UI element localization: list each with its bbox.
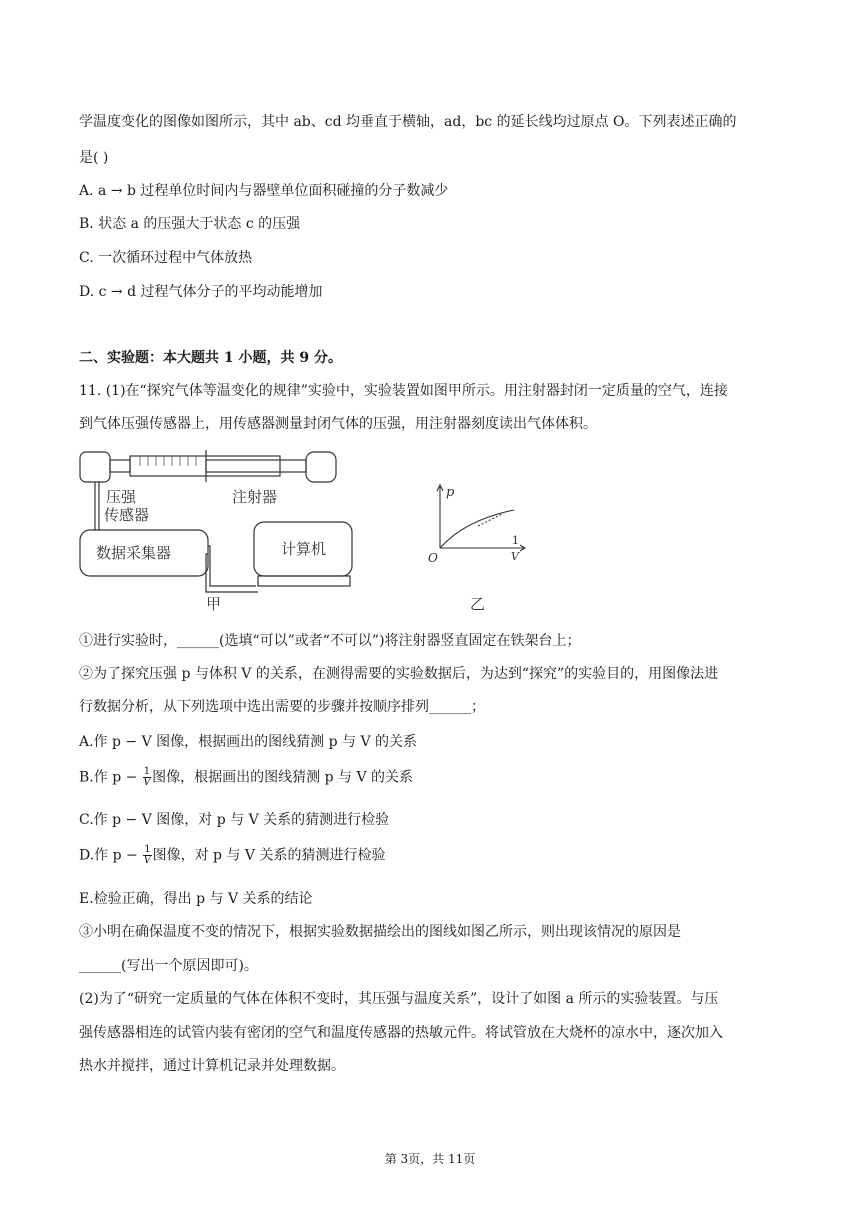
step-a: A.作 p − V 图像，根据画出的图线猜测 p 与 V 的关系: [79, 734, 418, 750]
figure-jia-caption: 甲: [206, 595, 222, 613]
step-d-prefix: D.作 p −: [79, 847, 138, 864]
fraction-1-over-v: $\frac{1}{V}$: [143, 766, 151, 788]
syringe-label: 注射器: [232, 488, 278, 506]
option-c: C. 一次循环过程中气体放热: [79, 250, 253, 266]
intro-line-1: 学温度变化的图像如图所示，其中 ab、cd 均垂直于横轴，ad，bc 的延长线均过原点 O。下列表述正确的: [79, 114, 737, 130]
x-axis-denominator: V: [511, 550, 519, 563]
step-b: [79, 767, 413, 788]
sub2-line-2: 行数据分析，从下列选项中选出需要的步骤并按顺序排列______；: [79, 699, 485, 715]
collector-label: 数据采集器: [96, 544, 172, 562]
page-footer: 第 3页，共 11页: [384, 1152, 476, 1166]
step-b-prefix: B.作 p −: [79, 769, 138, 786]
q11-line-2: 到气体压强传感器上，用传感器测量封闭气体的压强，用注射器刻度读出气体体积。: [79, 416, 597, 432]
circle-mark-1: ①: [79, 633, 93, 649]
sensor-label-line-2: 传感器: [104, 506, 150, 524]
circle-mark-3: ③: [79, 924, 93, 940]
step-e: E.检验正确，得出 p 与 V 关系的结论: [79, 891, 313, 907]
part2-line-1: (2)为了“研究一定质量的气体在体积不变时，其压强与温度关系”，设计了如图 a 所示的实验装置。与压: [79, 991, 719, 1007]
option-d: D. c → d 过程气体分子的平均动能增加: [79, 284, 323, 300]
origin-label: O: [428, 551, 438, 565]
apparatus-figure: [76, 446, 376, 614]
sub-question-1: [79, 631, 581, 651]
sensor-label-line-1: 压强: [106, 488, 137, 506]
sub3-line-1: 小明在确保温度不变的情况下，根据实验数据描绘出的图线如图乙所示，则出现该情况的原因是: [93, 924, 681, 940]
step-d-suffix: 图像，对 p 与 V 关系的猜测进行检验: [152, 847, 386, 864]
step-d: [79, 845, 385, 866]
step-c: C.作 p − V 图像，对 p 与 V 关系的猜测进行检验: [79, 812, 390, 828]
figure-yi-caption: 乙: [470, 595, 486, 613]
option-a: A. a → b 过程单位时间内与器壁单位面积碰撞的分子数减少: [79, 183, 449, 199]
sub2-line-1: 为了探究压强 p 与体积 V 的关系，在测得需要的实验数据后，为达到“探究”的实验目的，用图像法进: [93, 666, 719, 682]
part2-line-3: 热水并搅拌，通过计算机记录并处理数据。: [79, 1058, 345, 1074]
p-inverse-v-graph: [420, 478, 540, 614]
computer-label: 计算机: [281, 540, 327, 558]
intro-line-2: 是( ): [79, 150, 109, 166]
q11-line-1: 11. (1)在“探究气体等温变化的规律”实验中，实验装置如图甲所示。用注射器封闭一定质量的空气，连接: [79, 383, 728, 399]
option-b: B. 状态 a 的压强大于状态 c 的压强: [79, 216, 301, 232]
fraction-1-over-v: $\frac{1}{V}$: [143, 844, 152, 866]
circle-mark-2: ②: [79, 666, 93, 682]
y-axis-label: p: [446, 485, 455, 500]
x-axis-numerator: 1: [512, 534, 519, 547]
part2-line-2: 强传感器相连的试管内装有密闭的空气和温度传感器的热敏元件。将试管放在大烧杯的凉水中，逐次加入: [79, 1025, 723, 1041]
sub1-text: 进行实验时，______(选填“可以”或者“不可以”)将注射器竖直固定在铁架台上；: [93, 633, 581, 649]
sub-question-3: [79, 922, 681, 942]
section-heading: 二、实验题：本大题共 1 小题，共 9 分。: [79, 350, 342, 366]
step-b-suffix: 图像，根据画出的图线猜测 p 与 V 的关系: [152, 769, 414, 786]
sub-question-2: [79, 664, 718, 684]
sub3-line-2: ______(写出一个原因即可)。: [79, 958, 258, 974]
